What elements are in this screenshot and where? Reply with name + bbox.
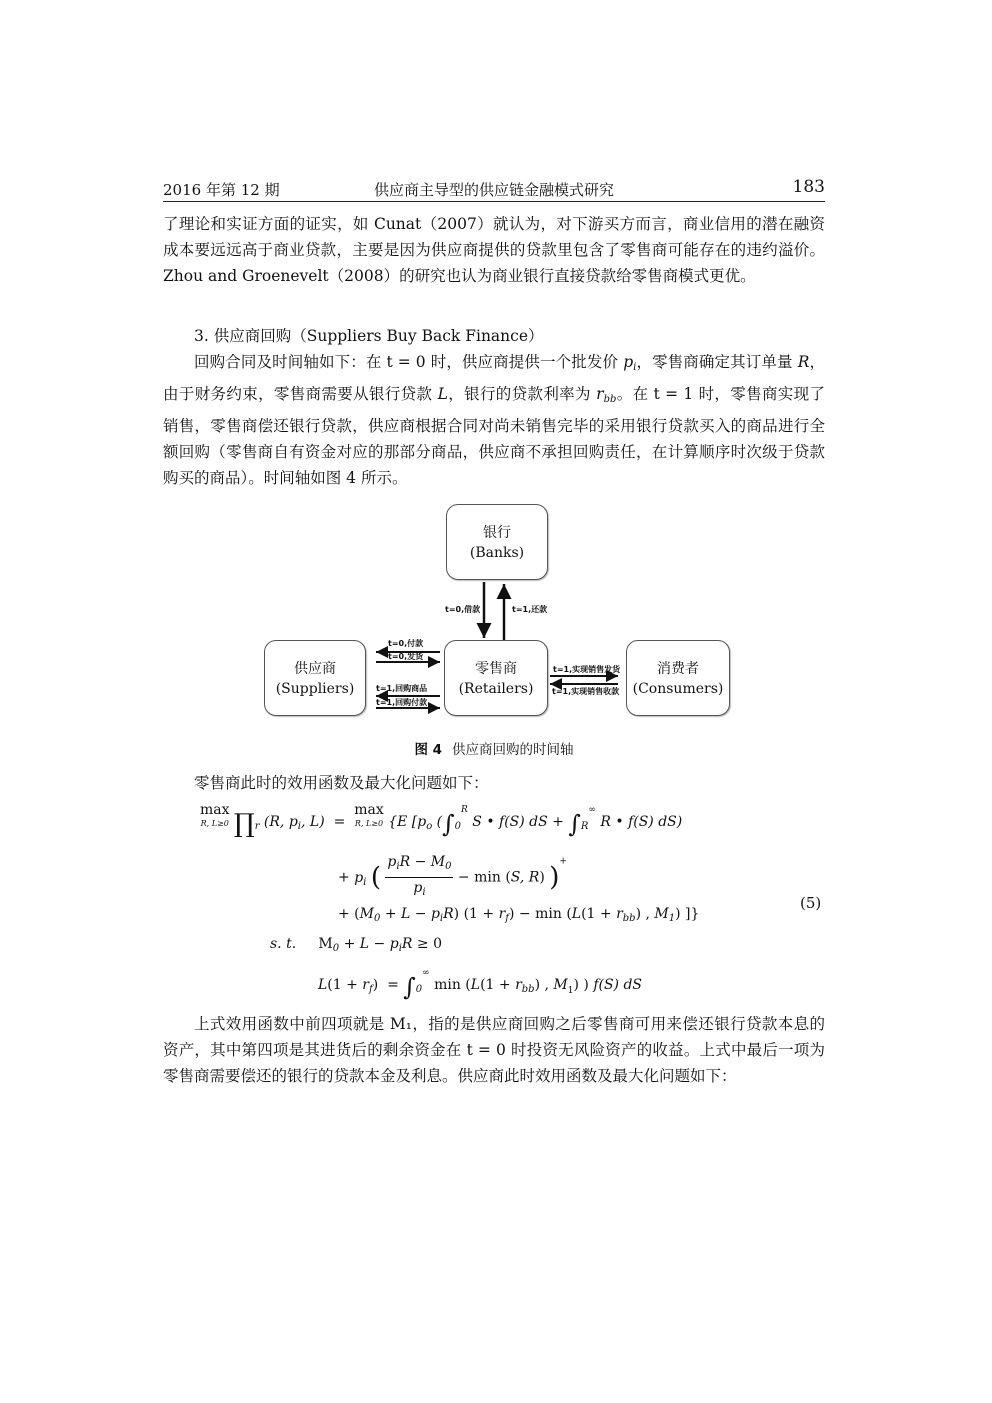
label-sale-collect: t=1,实现销售收款 (552, 687, 620, 696)
node-suppliers-en: (Suppliers) (275, 681, 355, 697)
label-sale-ship: t=1,实现销售发货 (553, 665, 621, 674)
label-borrow: t=0,借款 (445, 605, 481, 614)
equation-line-1: max R, L≥0 $\prod_r$ (R, $p_i$, L) = max R, L≥0 {E [$p_o$ ($\int_0^R$ S • f(S) dS + $\int_R^\infty$ R • f(S) dS) (200, 802, 683, 839)
label-repay: t=1,还款 (512, 605, 548, 614)
node-retailers-en: (Retailers) (458, 681, 534, 697)
paragraph-explanation: 上式效用函数中前四项就是 M₁，指的是供应商回购之后零售商可用来偿还银行贷款本息的资产，其中第四项是其进货后的剩余资金在 t = 0 时投资无风险资产的收益。上式中最后一项为零售商需要偿还的银行的贷款本金及利息。供应商此时效用函数及最大化问题如下： (163, 1015, 825, 1085)
running-header (163, 179, 825, 202)
running-title: 供应商主导型的供应链金融模式研究 (373, 181, 614, 199)
label-buyback-pay: t=1,回购付款 (376, 698, 428, 707)
label-pay: t=0,付款 (388, 639, 424, 648)
paragraph-contract: 回购合同及时间轴如下：在 t = 0 时，供应商提供一个批发价 $p_i$，零售商确定其订单量 R，由于财务约束，零售商需要从银行贷款 L，银行的贷款利率为 $r_{bb}$。在 t = 1 时，零售商实现了销售，零售商偿还银行贷款，供应商根据合同对尚未销售完毕的采用银行贷款买入的商品进行全额回购（零售商自有资金对应的那部分商品，供应商不承担回购责任，在计算顺序时次级于贷款购买的商品）。时间轴如图 4 所示。 (163, 353, 825, 487)
equation-line-2: + $p_i$ ( $p_iR - M_0$ $p_i$ − min (S, R) )+ (338, 854, 567, 898)
label-buyback-goods: t=1,回购商品 (376, 684, 428, 693)
journal-issue: 2016 年第 12 期 (163, 181, 280, 199)
label-ship: t=0,发货 (388, 652, 424, 661)
caption-label: 图 4 (414, 742, 443, 758)
node-retailers (444, 640, 548, 716)
node-suppliers-cn: 供应商 (294, 661, 336, 677)
timeline-diagram (262, 500, 732, 718)
node-banks-en: (Banks) (469, 545, 525, 561)
caption-text: 供应商回购的时间轴 (452, 742, 574, 758)
equation-number: (5) (800, 894, 822, 912)
section-heading: 3. 供应商回购（Suppliers Buy Back Finance） (194, 327, 544, 345)
node-banks-cn: 银行 (483, 525, 511, 541)
node-retailers-cn: 零售商 (475, 661, 517, 677)
equation-constraint-2: $L(1 + r_f) = \int_0^\infty$ $\min (L(1 + r_{bb})$ , $M_1$) ) f(S) dS (318, 968, 643, 1001)
figure-caption (163, 738, 825, 758)
node-suppliers (264, 640, 366, 716)
node-consumers (626, 640, 730, 716)
paragraph-utility-intro: 零售商此时的效用函数及最大化问题如下： (194, 774, 489, 792)
node-banks (446, 504, 548, 580)
node-consumers-cn: 消费者 (657, 661, 699, 677)
equation-constraint-1: s. t. $M_0 + L - p_iR \ge 0$ (270, 936, 442, 954)
page-number: 183 (792, 177, 825, 197)
node-consumers-en: (Consumers) (632, 681, 724, 697)
st-label: s. t. (270, 936, 297, 952)
equation-line-3: + $(M_0 + L - p_iR) (1 + r_f) - \min (L(1 + r_{bb})$ , $M_1$) ]} (338, 906, 700, 924)
paragraph-intro: 了理论和实证方面的证实，如 Cunat（2007）就认为，对下游买方而言，商业信用的潜在融资成本要远远高于商业贷款，主要是因为供应商提供的贷款里包含了零售商可能存在的违约溢价。Zhou and Groenevelt（2008）的研究也认为商业银行直接贷款给零售商模式更优。 (163, 215, 825, 285)
